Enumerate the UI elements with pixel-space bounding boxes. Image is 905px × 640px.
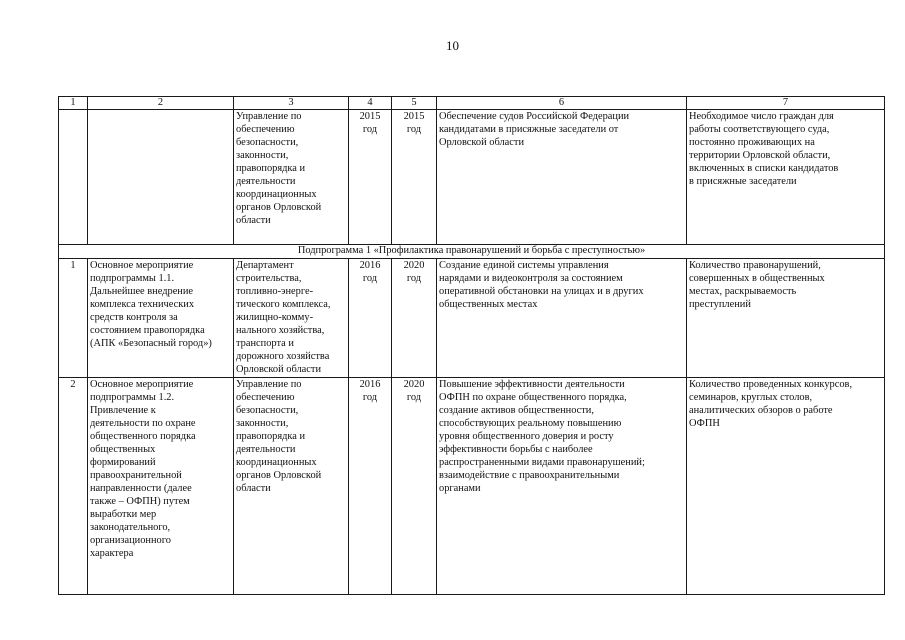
responsible-executor: Департамент строительства, топливно-энерге- тического комплекса, жилищно-комму- нального хозяйства, транспорта и дорожного хозяйства Орловской области	[236, 260, 331, 375]
start-year: 2016 год	[359, 260, 381, 284]
indicator: Необходимое число граждан для работы соответствующего суда, постоянно проживающих на территории Орловской области, включенных в списки кандидатов в присяжные заседатели	[689, 111, 839, 187]
measure-name-cell	[88, 259, 234, 378]
expected-result-cell	[437, 110, 687, 245]
indicator: Количество правонарушений, совершенных в общественных местах, раскрываемость преступлений	[689, 260, 825, 310]
expected-result: Повышение эффективности деятельности ОФПН по охране общественного порядка, создание активов общественности, способствующих реальному повышению уровня общественного доверия и росту эффективности борьбы с наиболее распространенными видами правонарушений; взаимодействие с правоохранительными органами	[439, 379, 645, 494]
responsible-executor: Управление по обеспечению безопасности, законности, правопорядка и деятельности координационных органов Орловской области	[236, 111, 322, 226]
row-number-cell	[59, 378, 88, 595]
end-year-cell	[392, 110, 437, 245]
indicator-cell	[687, 110, 885, 245]
row-number: 2	[70, 379, 76, 390]
expected-result-cell	[437, 259, 687, 378]
page-number: 10	[446, 38, 459, 53]
expected-result-cell	[437, 378, 687, 595]
measures-table	[58, 96, 885, 595]
column-number: 5	[392, 97, 437, 110]
table-row	[59, 259, 885, 378]
column-number: 3	[234, 97, 349, 110]
column-number: 2	[88, 97, 234, 110]
subprogram-title: Подпрограмма 1 «Профилактика правонарушений и борьба с преступностью»	[59, 245, 885, 259]
start-year: 2015 год	[359, 111, 381, 135]
column-number: 7	[687, 97, 885, 110]
indicator-cell	[687, 378, 885, 595]
start-year-cell	[349, 378, 392, 595]
indicator-cell	[687, 259, 885, 378]
end-year-cell	[392, 259, 437, 378]
start-year-cell	[349, 110, 392, 245]
row-number-cell	[59, 259, 88, 378]
subprogram-row	[59, 245, 885, 259]
start-year: 2016 год	[359, 379, 381, 403]
column-number: 1	[59, 97, 88, 110]
responsible-cell	[234, 110, 349, 245]
responsible-cell	[234, 378, 349, 595]
column-number: 6	[437, 97, 687, 110]
start-year-cell	[349, 259, 392, 378]
column-number: 4	[349, 97, 392, 110]
row-number-cell	[59, 110, 88, 245]
table-row	[59, 378, 885, 595]
end-year-cell	[392, 378, 437, 595]
measure-name: Основное мероприятие подпрограммы 1.1. Дальнейшее внедрение комплекса технических средств контроля за состоянием правопорядка (АПК «Безопасный город»)	[90, 260, 212, 349]
end-year: 2020 год	[403, 379, 425, 403]
end-year: 2020 год	[403, 260, 425, 284]
end-year: 2015 год	[403, 111, 425, 135]
row-number: 1	[70, 260, 76, 271]
measure-name: Основное мероприятие подпрограммы 1.2. Привлечение к деятельности по охране общественного порядка общественных формирований правоохранительной направленности (далее также – ОФПН) путем выработки мер законодательного, организационного характера	[90, 379, 196, 559]
measure-name-cell	[88, 110, 234, 245]
indicator: Количество проведенных конкурсов, семинаров, круглых столов, аналитических обзоров о работе ОФПН	[689, 379, 853, 429]
expected-result: Создание единой системы управления нарядами и видеоконтроля за состоянием оперативной обстановки на улицах и в других общественных местах	[439, 260, 644, 310]
responsible-cell	[234, 259, 349, 378]
column-number-row	[59, 97, 885, 110]
table-row	[59, 110, 885, 245]
expected-result: Обеспечение судов Российской Федерации кандидатами в присяжные заседатели от Орловской области	[439, 111, 630, 148]
measure-name-cell	[88, 378, 234, 595]
responsible-executor: Управление по обеспечению безопасности, законности, правопорядка и деятельности координационных органов Орловской области	[236, 379, 322, 494]
